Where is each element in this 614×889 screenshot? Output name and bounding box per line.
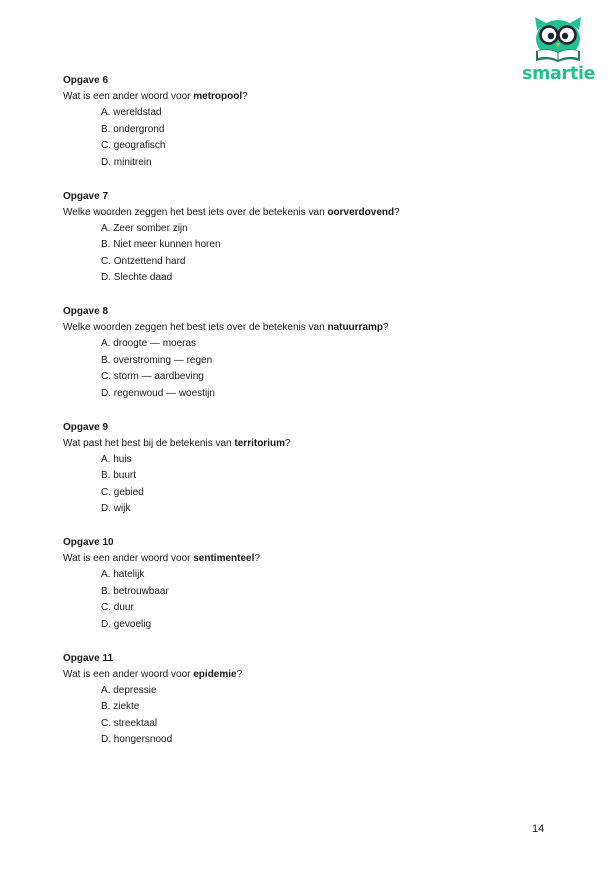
question-prompt: Welke woorden zeggen het best iets over de betekenis van oorverdovend?: [63, 206, 400, 218]
answer-option-d: D. regenwoud — woestijn: [101, 387, 215, 399]
answer-options: [63, 567, 533, 633]
question-opgave-11: [63, 651, 533, 767]
answer-option-a: A. Zeer somber zijn: [101, 222, 188, 234]
answer-option-a: A. depressie: [101, 684, 157, 696]
question-keyword: oorverdovend: [327, 206, 395, 218]
page-number: 14: [532, 823, 545, 835]
answer-options: [63, 683, 533, 749]
question-opgave-9: [63, 420, 533, 536]
question-keyword: natuurramp: [327, 322, 383, 333]
answer-option-c: C. Ontzettend hard: [101, 255, 186, 267]
question-keyword: epidemie: [193, 668, 237, 680]
answer-option-c: C. storm — aardbeving: [101, 371, 204, 382]
question-title: Opgave 6: [63, 75, 109, 86]
question-title: Opgave 8: [63, 306, 109, 317]
question-prompt: Wat past het best bij de betekenis van territorium?: [63, 437, 291, 449]
question-title: Opgave 9: [63, 421, 109, 433]
answer-option-b: B. ziekte: [101, 701, 140, 712]
question-prompt: Wat is een ander woord voor epidemie?: [63, 668, 243, 680]
answer-option-d: D. wijk: [101, 503, 131, 514]
answer-option-b: B. Niet meer kunnen horen: [101, 239, 221, 250]
question-prompt: Wat is een ander woord voor metropool?: [63, 91, 248, 102]
question-title: Opgave 7: [63, 190, 109, 202]
logo-wordmark: smartie: [522, 64, 596, 84]
answer-options: [63, 452, 533, 518]
question-opgave-10: [63, 535, 533, 651]
answer-option-b: B. buurt: [101, 470, 137, 481]
question-opgave-6: [63, 73, 533, 189]
answer-option-c: C. geografisch: [101, 140, 166, 151]
answer-option-d: D. minitrein: [101, 156, 152, 168]
question-opgave-8: [63, 304, 533, 420]
answer-option-c: C. duur: [101, 602, 134, 613]
answer-option-b: B. ondergrond: [101, 123, 165, 135]
answer-option-a: A. hatelijk: [101, 569, 145, 580]
answer-option-a: A. wereldstad: [101, 107, 162, 118]
owl-reading-icon: [530, 14, 586, 64]
answer-option-d: D. hongersnood: [101, 734, 173, 745]
answer-option-b: B. betrouwbaar: [101, 585, 169, 597]
answer-option-c: C. gebied: [101, 486, 144, 498]
question-keyword: metropool: [193, 91, 243, 102]
question-prompt: Welke woorden zeggen het best iets over de betekenis van natuurramp?: [63, 322, 389, 333]
answer-option-a: A. huis: [101, 453, 132, 465]
answer-options: [63, 105, 533, 171]
answer-option-c: C. streektaal: [101, 717, 158, 729]
question-keyword: sentimenteel: [193, 553, 255, 564]
question-keyword: territorium: [234, 437, 285, 449]
question-opgave-7: [63, 189, 533, 305]
question-list: [63, 73, 533, 766]
question-title: Opgave 10: [63, 537, 114, 548]
answer-option-d: D. gevoelig: [101, 618, 152, 630]
answer-option-d: D. Slechte daad: [101, 272, 173, 283]
answer-options: [63, 336, 533, 402]
answer-option-a: A. droogte — moeras: [101, 338, 197, 349]
question-title: Opgave 11: [63, 652, 114, 664]
question-prompt: Wat is een ander woord voor sentimenteel?: [63, 553, 260, 564]
answer-options: [63, 221, 533, 287]
answer-option-b: B. overstroming — regen: [101, 354, 213, 366]
